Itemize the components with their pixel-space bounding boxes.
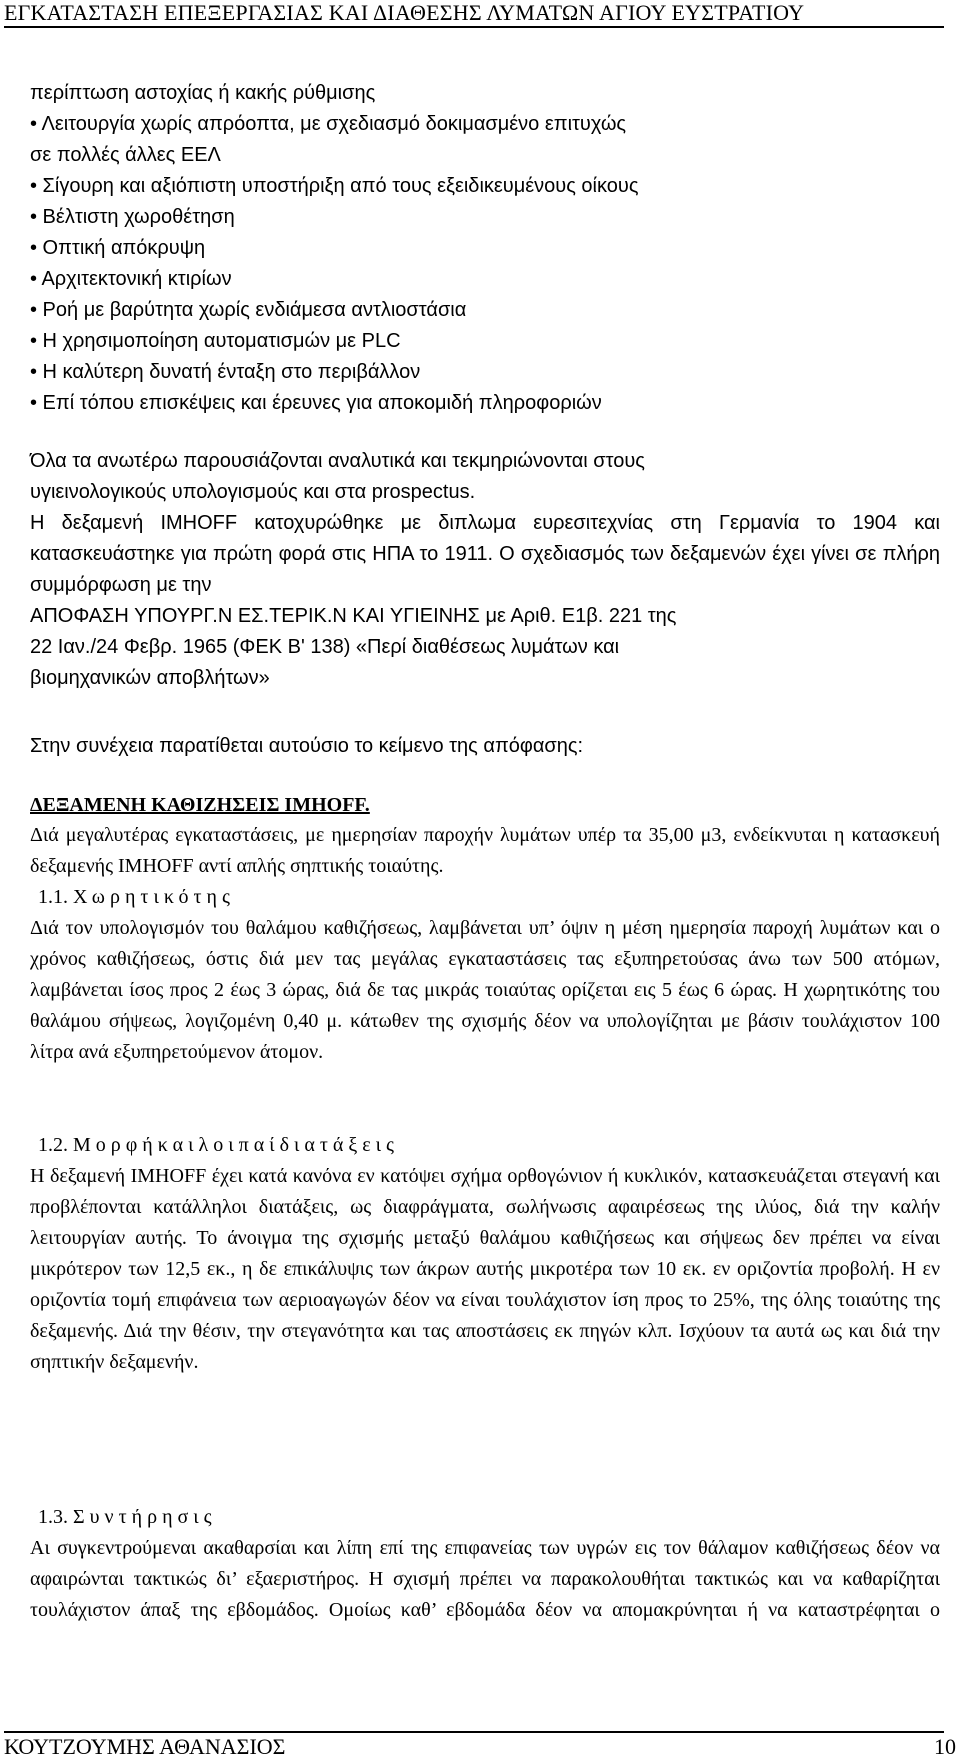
section-heading <box>38 1130 948 1161</box>
list-item: • Επί τόπου επισκέψεις και έρευνες για αποκομιδή πληροφοριών <box>30 392 602 414</box>
list-item: περίπτωση αστοχίας ή κακής ρύθμισης <box>30 82 376 104</box>
list-item: • Ροή με βαρύτητα χωρίς ενδιάμεσα αντλιοστάσια <box>30 299 467 321</box>
section-number: 1.1. <box>38 886 68 908</box>
section-heading <box>38 882 948 913</box>
footer-rule <box>4 1731 944 1733</box>
section-heading <box>38 1502 948 1533</box>
intro-line: υγιεινολογικούς υπολογισμούς και στα prospectus. <box>30 481 476 503</box>
section-title: Συντήρησις <box>73 1506 217 1528</box>
list-item: • Οπτική απόκρυψη <box>30 237 206 259</box>
page-header: ΕΓΚΑΤΑΣΤΑΣΗ ΕΠΕΞΕΡΓΑΣΙΑΣ ΚΑΙ ΔΙΑΘΕΣΗΣ ΛΥΜΑΤΩΝ ΑΓΙΟΥ ΕΥΣΤΡΑΤΙΟΥ <box>4 0 944 28</box>
section-text: Αι συγκεντρούμεναι ακαθαρσίαι και λίπη επί της επιφανείας των υγρών εις τον θάλαμον καθιζήσεως δέον να αφαιρώνται τακτικώς δι’ εξαεριστήρος. Η σχισμή πρέπει να παρακολουθήται τακτικώς και να καθαρίζηται τουλάχιστον άπαξ της εβδομάδος. Ομοίως καθ’ εβδομάδα δέον να απομακρύνηται ή να καταστρέφηται ο <box>30 1537 940 1621</box>
continuation-note: Στην συνέχεια παρατίθεται αυτούσιο το κείμενο της απόφασης: <box>30 735 584 757</box>
section-title: Μορφήκαιλοιπαίδιατάξεις <box>73 1134 399 1156</box>
section-number: 1.3. <box>38 1506 68 1528</box>
decision-reference: ΑΠΟΦΑΣΗ ΥΠΟΥΡΓ.Ν ΕΣ.ΤΕΡΙΚ.Ν ΚΑΙ ΥΓΙΕΙΝΗΣ με Αριθ. Ε1β. 221 της <box>30 605 677 627</box>
list-item: • Αρχιτεκτονική κτιρίων <box>30 268 232 290</box>
decision-reference: βιομηχανικών αποβλήτων» <box>30 667 270 689</box>
section-text: Διά τον υπολογισμόν του θαλάμου καθιζήσεως, λαμβάνεται υπ’ όψιν η μέση ημερησία παροχή λυμάτων και ο χρόνος καθιζήσεως, όστις διά μεν τας μεγάλας εγκαταστάσεις τας εξυπηρετούσας άνω των 500 ατόμων, λαμβάνεται ίσος προς 2 έως 3 ώρας, διά δε τας μικράς τοιαύτας ορίζεται εις 5 έως 6 ώρας. Η χωρητικότης του θαλάμου σήψεως, λογιζομένη 0,40 μ. κάτωθεν της σχισμής δέον να υπολογίζηται με βάσιν τουλάχιστον 100 λίτρα ανά εξυπηρετούμενον άτομον. <box>30 917 940 1063</box>
intro-line: Όλα τα ανωτέρω παρουσιάζονται αναλυτικά και τεκμηριώνονται στους <box>30 450 645 472</box>
decision-title: ΔΕΞΑΜΕΝΗ ΚΑΘΙΖΗΣΕΙΣ IMHOFF. <box>30 794 370 816</box>
footer-author: ΚΟΥΤΖΟΥΜΗΣ ΑΘΑΝΑΣΙΟΣ <box>4 1734 286 1759</box>
decision-reference: 22 Ιαν./24 Φεβρ. 1965 (ΦΕΚ Β' 138) «Περί διαθέσεως λυμάτων και <box>30 636 620 658</box>
page-number: 10 <box>934 1734 956 1759</box>
section-text: Η δεξαμενή IMHOFF έχει κατά κανόνα εν κατόψει σχήμα ορθογώνιον ή κυκλικόν, κατασκευάζεται στεγανή και προβλέπονται κατάλληλοι διατάξεις, ως διαφράγματα, σωλήνωσις αφαιρέσεως της ιλύος, διά την καλήν λειτουργίαν αυτής. Το άνοιγμα της σχισμής μεταξύ θαλάμου καθιζήσεως και σήψεως δεν πρέπει να είναι μικρότερον των 12,5 εκ., η δε επικάλυψις των άκρων αυτής μικροτέρα των 10 εκ. εν οριζοντία προβολή. Η εν οριζοντία τομή επιφάνεια των αεριοαγωγών δέον να είναι τουλάχιστον ίση προς το 25%, της όλης τοιαύτης της δεξαμενής. Διά την θέσιν, την στεγανότητα και τας αποστάσεις εκ πηγών κλπ. Ισχύουν τα αυτά ως και διά την σηπτικήν δεξαμενήν. <box>30 1165 940 1373</box>
list-item: • Σίγουρη και αξιόπιστη υποστήριξη από τους εξειδικευμένους οίκους <box>30 175 639 197</box>
list-item: • Βέλτιστη χωροθέτηση <box>30 206 235 228</box>
list-item: • Η καλύτερη δυνατή ένταξη στο περιβάλλον <box>30 361 421 383</box>
section-title: Χωρητικότης <box>73 886 235 908</box>
decision-intro-paragraph: Διά μεγαλυτέρας εγκαταστάσεις, με ημερησίαν παροχήν λυμάτων υπέρ τα 35,00 μ3, ενδείκνυται η κατασκευή δεξαμενής IMHOFF αντί απλής σηπτικής τοιαύτης. <box>30 824 940 877</box>
section-number: 1.2. <box>38 1134 68 1156</box>
list-item: • Λειτουργία χωρίς απρόοπτα, με σχεδιασμό δοκιμασμένο επιτυχώς <box>30 113 627 135</box>
list-item: σε πολλές άλλες ΕΕΛ <box>30 144 221 166</box>
imhoff-paragraph: Η δεξαμενή IMHOFF κατοχυρώθηκε με διπλωμα ευρεσιτεχνίας στη Γερμανία το 1904 και κατασκευάστηκε για πρώτη φορά στις ΗΠΑ το 1911. Ο σχεδιασμός των δεξαμενών έχει γίνει σε πλήρη συμμόρφωση με την <box>30 512 940 596</box>
list-item: • Η χρησιμοποίηση αυτοματισμών με PLC <box>30 330 401 352</box>
